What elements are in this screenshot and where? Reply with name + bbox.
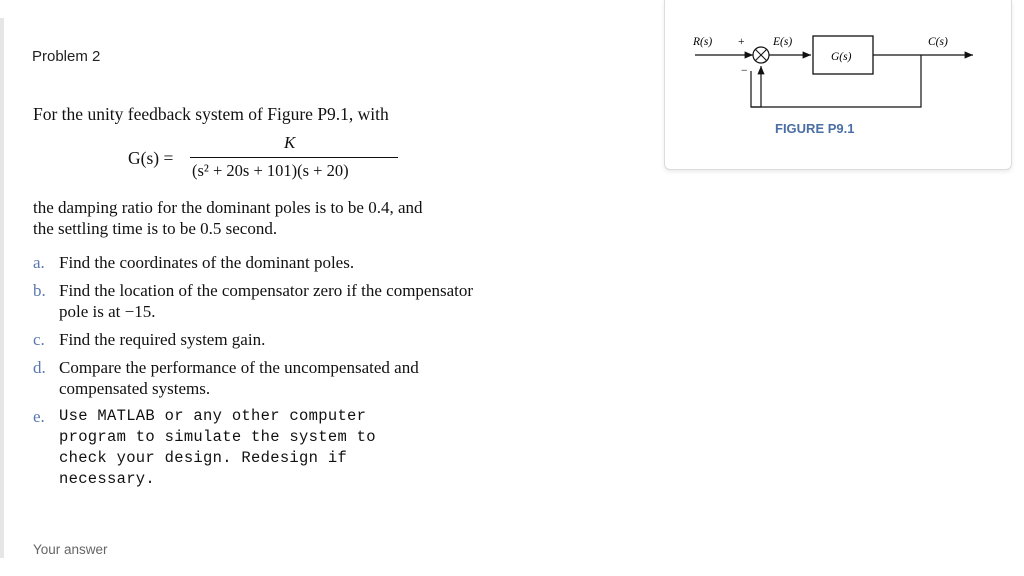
question-list <box>33 252 513 497</box>
question-item-c <box>33 329 513 350</box>
item-text: Use MATLAB or any other computer program to simulate the system to check your design. Redesign if necessary. <box>59 407 376 488</box>
question-item-d <box>33 357 499 399</box>
figure-caption: FIGURE P9.1 <box>775 121 855 136</box>
block-diagram <box>665 0 1011 169</box>
problem-title: Problem 2 <box>32 48 101 65</box>
requirements-paragraph <box>33 197 503 239</box>
equation-denominator: (s² + 20s + 101)(s + 20) <box>192 161 349 180</box>
item-letter: d. <box>33 358 46 377</box>
intro-text: For the unity feedback system of Figure P9.1, with <box>33 104 389 124</box>
item-text: Find the location of the compensator zero if the compensator pole is at −15. <box>59 281 474 321</box>
question-item-b <box>33 280 499 322</box>
output-label: C(s) <box>928 36 948 48</box>
question-item-e <box>33 406 429 490</box>
item-text: Find the required system gain. <box>59 330 266 349</box>
paragraph-line-1: the damping ratio for the dominant poles is to be 0.4, and <box>33 198 423 217</box>
transfer-function-equation <box>128 133 418 191</box>
item-letter: e. <box>33 407 45 426</box>
paragraph-line-2: the settling time is to be 0.5 second. <box>33 219 278 238</box>
error-label: E(s) <box>773 36 793 48</box>
block-label: G(s) <box>831 51 852 63</box>
item-letter: b. <box>33 281 46 300</box>
fraction-bar <box>190 157 398 158</box>
equation-lhs: G(s) = <box>128 148 174 168</box>
minus-sign: − <box>741 65 748 77</box>
your-answer-label: Your answer <box>33 542 108 557</box>
card-left-edge <box>0 18 4 558</box>
question-item-a <box>33 252 513 273</box>
item-text: Find the coordinates of the dominant poles. <box>59 253 355 272</box>
figure-card <box>664 0 1012 170</box>
item-letter: c. <box>33 330 45 349</box>
item-text: Compare the performance of the uncompensated and compensated systems. <box>59 358 419 398</box>
item-letter: a. <box>33 253 45 272</box>
plus-sign: + <box>738 36 745 48</box>
input-label: R(s) <box>693 36 713 48</box>
equation-numerator: K <box>284 133 296 152</box>
